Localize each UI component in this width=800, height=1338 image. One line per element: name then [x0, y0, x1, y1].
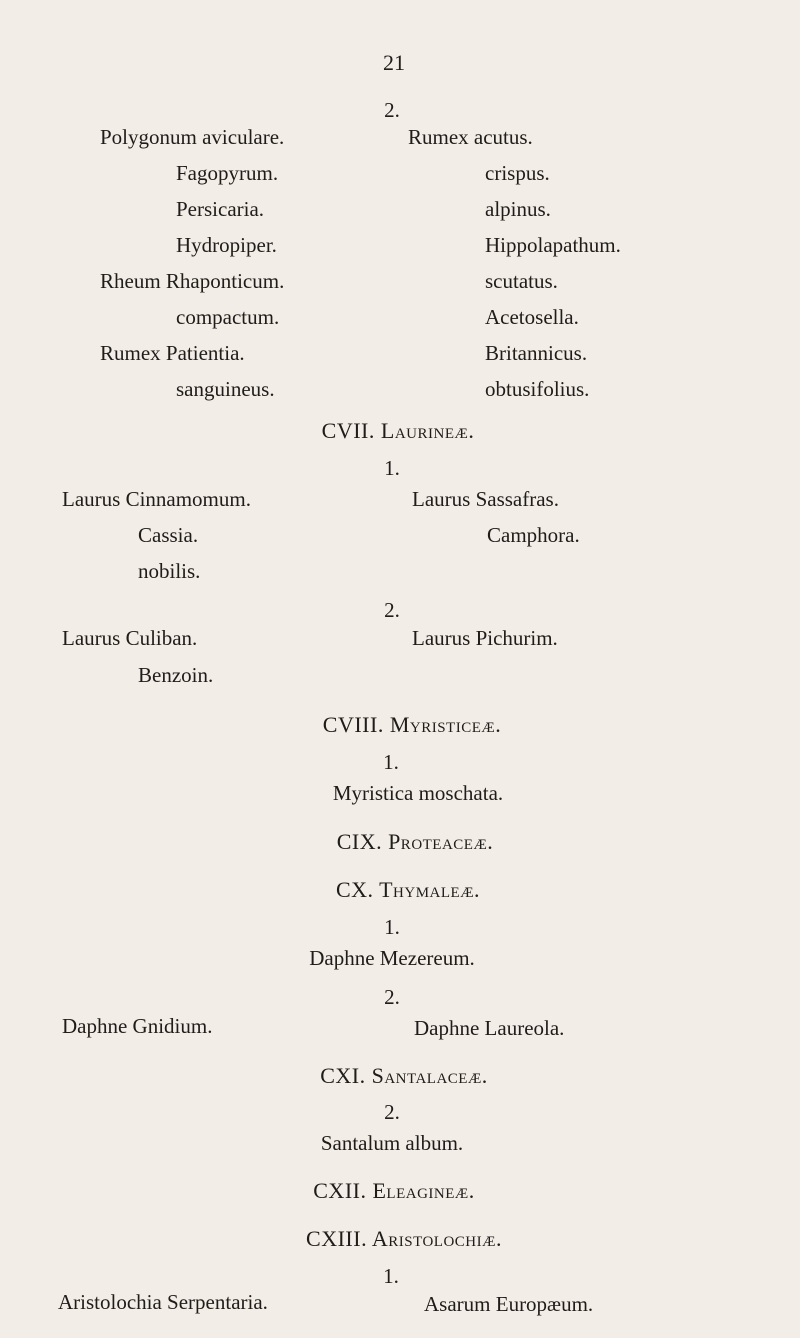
species-entry: Acetosella.	[485, 305, 579, 329]
species-entry: compactum.	[176, 305, 280, 329]
species-entry: sanguineus.	[176, 377, 275, 401]
species-entry: Myristica moschata.	[332, 781, 504, 805]
species-entry: Hydropiper.	[176, 233, 277, 257]
species-entry: Camphora.	[487, 523, 580, 547]
species-entry: Asarum Europæum.	[424, 1292, 594, 1316]
species-entry: Cassia.	[138, 523, 199, 547]
subsection-number: 2.	[384, 1100, 400, 1124]
species-entry: Rumex Patientia.	[100, 341, 245, 365]
species-entry: alpinus.	[485, 197, 551, 221]
order-heading: CVIII. Myristiceæ.	[322, 712, 502, 737]
order-heading: CXI. Santalaceæ.	[320, 1063, 488, 1088]
subsection-number: 1.	[384, 915, 400, 939]
species-entry: Laurus Culiban.	[62, 626, 198, 650]
species-entry: Rheum Rhaponticum.	[100, 269, 285, 293]
species-entry: Daphne Gnidium.	[62, 1014, 213, 1038]
order-heading: CVII. Laurineæ.	[321, 418, 475, 443]
species-entry: Britannicus.	[485, 341, 588, 365]
species-entry: Hippolapathum.	[485, 233, 621, 257]
order-heading: CIX. Proteaceæ.	[336, 829, 494, 854]
order-heading: CXIII. Aristolochiæ.	[306, 1226, 502, 1251]
species-entry: obtusifolius.	[485, 377, 590, 401]
species-entry: Aristolochia Serpentaria.	[58, 1290, 268, 1314]
species-entry: Daphne Mezereum.	[309, 946, 475, 970]
order-heading: CX. Thymaleæ.	[335, 877, 481, 902]
species-entry: Laurus Sassafras.	[412, 487, 559, 511]
subsection-number: 1.	[383, 750, 399, 774]
page-number: 21	[383, 50, 405, 75]
species-entry: Rumex acutus.	[408, 125, 533, 149]
species-entry: Polygonum aviculare.	[100, 125, 285, 149]
species-entry: Benzoin.	[138, 663, 214, 687]
species-entry: crispus.	[485, 161, 550, 185]
species-entry: Fagopyrum.	[176, 161, 279, 185]
subsection-number: 2.	[384, 598, 400, 622]
order-heading: CXII. Eleagineæ.	[313, 1178, 475, 1203]
subsection-number: 1.	[384, 456, 400, 480]
species-entry: Persicaria.	[176, 197, 265, 221]
species-entry: scutatus.	[485, 269, 558, 293]
species-entry: Laurus Cinnamomum.	[62, 487, 251, 511]
subsection-number: 2.	[384, 98, 400, 122]
species-entry: nobilis.	[138, 559, 201, 583]
subsection-number: 2.	[384, 985, 400, 1009]
subsection-number: 1.	[383, 1264, 399, 1288]
species-entry: Laurus Pichurim.	[412, 626, 558, 650]
species-entry: Santalum album.	[320, 1131, 464, 1155]
species-entry: Daphne Laureola.	[414, 1016, 565, 1040]
